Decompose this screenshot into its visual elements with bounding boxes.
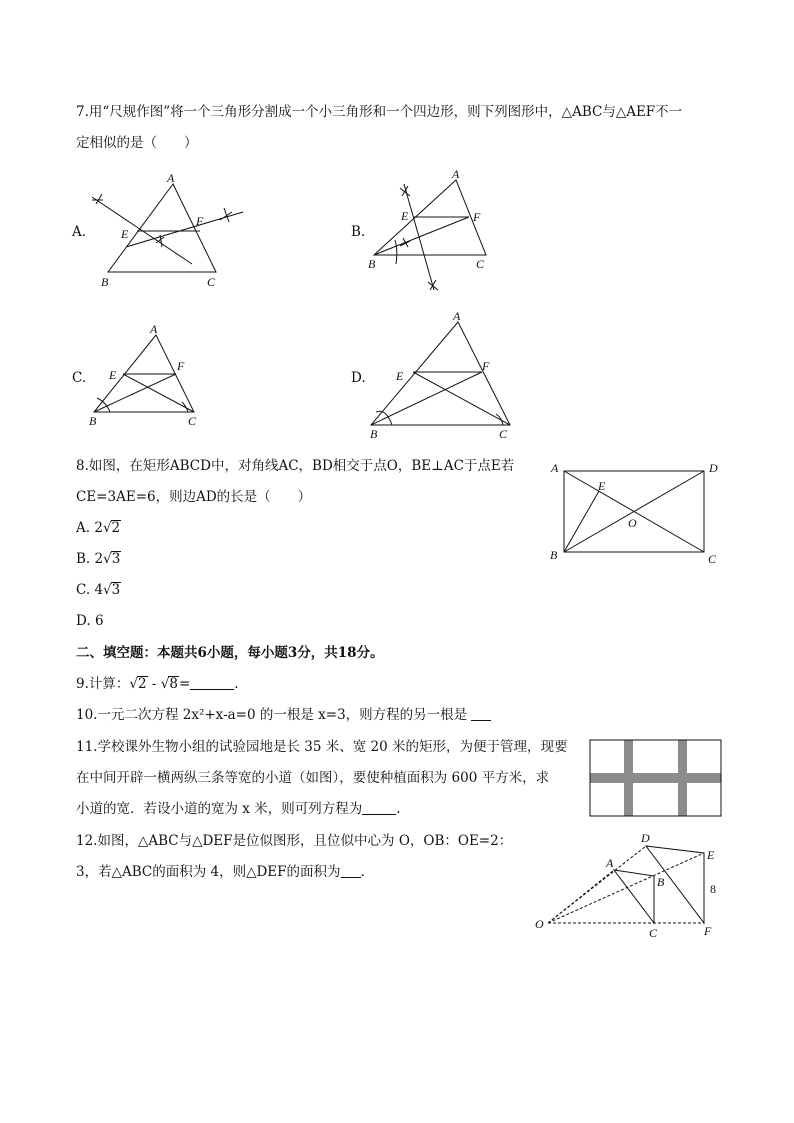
fig8-label-b: B [550, 548, 558, 562]
fig-a-label-e: E [121, 227, 129, 241]
q11-line2: 在中间开辟一横两纵三条等宽的小道（如图），要使种植面积为 600 平方米，求 [76, 770, 550, 786]
section-2-heading: 二、填空题：本题共6小题，每小题3分，共18分。 [76, 645, 384, 661]
fig12-label-e: E [707, 848, 715, 862]
fig-b-label-c: C [476, 257, 485, 271]
fig8-label-d: D [709, 461, 718, 475]
fig-b-label-a: A [452, 167, 460, 181]
fig8-label-o: O [628, 516, 637, 530]
q10-line: 10.一元二次方程 2x²+x-a=0 的一根是 x=3，则方程的另一根是 [76, 705, 491, 725]
q7-option-b-label: B. [351, 224, 366, 240]
fig-a-label-b: B [101, 275, 109, 289]
q12-line2: 3，若△ABC的面积为 4，则△DEF的面积为 . [76, 864, 365, 880]
fig-c-label-f: F [177, 359, 185, 373]
q8-option-d: D. 6 [76, 613, 104, 629]
q11-line1: 11.学校课外生物小组的试验园地是长 35 米、宽 20 米的矩形，为便于管理，现要 [76, 739, 568, 755]
q7-option-d-label: D. [351, 370, 366, 386]
fig-a-label-a: A [167, 171, 175, 185]
fig12-label-a: A [606, 856, 614, 870]
q7-line1: 7.用“尺规作图”将一个三角形分割成一个小三角形和一个四边形，则下列图形中，△ABC与△AEF不一 [76, 104, 683, 120]
fig12-label-o: O [535, 917, 544, 931]
fig-b-label-e: E [401, 209, 409, 223]
q11-line3: 小道的宽．若设小道的宽为 x 米，则可列方程为 . [76, 801, 401, 817]
q7-line2: 定相似的是（ ） [76, 135, 198, 151]
fig-d-label-f: F [482, 359, 490, 373]
fig-a-label-c: C [207, 275, 216, 289]
q7-option-c-label: C. [72, 370, 87, 386]
fig12-label-b: B [657, 875, 665, 889]
fig12-label-c: C [649, 926, 658, 940]
q8-option-b: B. 2√3 [76, 551, 121, 567]
fig-c-label-c: C [188, 414, 197, 428]
fig12-label-f: F [704, 924, 712, 938]
fig-c-label-e: E [109, 368, 117, 382]
q8-option-c: C. 4√3 [76, 582, 121, 598]
fig-d-label-a: A [453, 309, 461, 323]
q7-option-a-label: A. [72, 224, 87, 240]
fig8-label-c: C [708, 552, 717, 566]
fig-c-label-b: B [89, 414, 97, 428]
fig-b-label-b: B [368, 257, 376, 271]
fig12-label-d: D [641, 831, 650, 845]
fig-d-label-c: C [499, 427, 508, 441]
q8-line2: CE=3AE=6，则边AD的长是（ ） [76, 489, 312, 505]
q8-line1: 8.如图，在矩形ABCD中，对角线AC，BD相交于点O，BE⊥AC于点E若 [76, 458, 515, 474]
q12-line1: 12.如图，△ABC与△DEF是位似图形，且位似中心为 O，OB：OE=2： [76, 833, 513, 849]
fig12-label-8: 8 [710, 882, 716, 896]
fig-c-label-a: A [150, 322, 158, 336]
fig8-label-e: E [598, 479, 606, 493]
fig-a-label-f: F [196, 214, 204, 228]
fig-d-label-b: B [370, 427, 378, 441]
fig8-label-a: A [551, 461, 559, 475]
fig-d-label-e: E [396, 369, 404, 383]
q8-option-a: A. 2√2 [76, 520, 121, 536]
fig-b-label-f: F [473, 210, 481, 224]
q9-line: 9.计算：√2 - √8= . [76, 676, 239, 692]
